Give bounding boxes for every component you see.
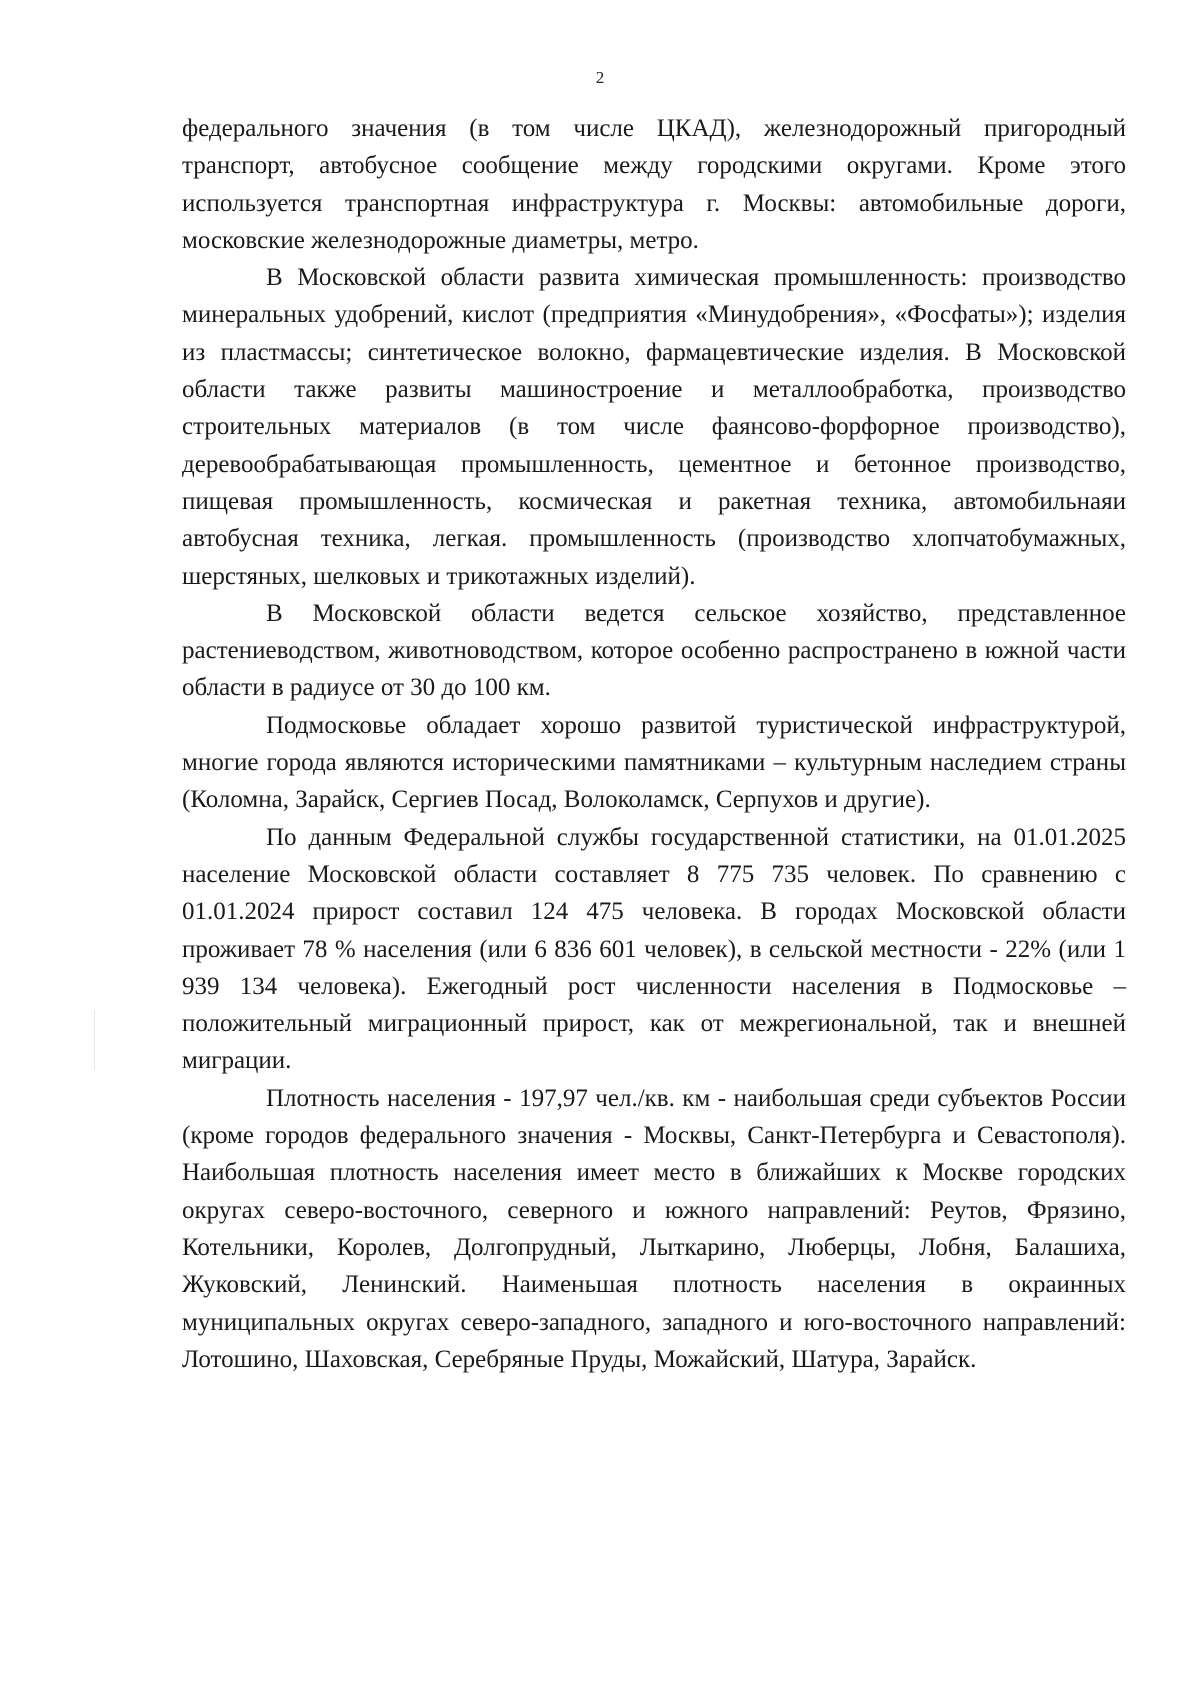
paragraph-agriculture: В Московской области ведется сельское хозяйство, представленное растениеводством, животноводством, которое особенно распространено в южной части области в радиусе от 30 до 100 км. [182, 599, 1126, 702]
paragraph-transport-continued: федерального значения (в том числе ЦКАД), железнодорожный пригородный транспорт, автобусное сообщение между городскими округами. Кроме этого используется транспортная инфраструктура г. Москвы: автомобильные дороги, московские железнодорожные диаметры, метро. [182, 115, 1126, 254]
page-number: 2 [595, 68, 605, 87]
paragraph-industry: В Московской области развита химическая промышленность: производство минеральных удобрений, кислот (предприятия «Минудобрения», «Фосфаты»); изделия из пластмассы; синтетическое волокно, фармацевтические изделия. В Московской области также развиты машиностроение и металлообработка, производство строительных материалов (в том числе фаянсово-форфорное производство), деревообрабатывающая промышленность, цементное и бетонное производство, пищевая промышленность, космическая и ракетная техника, автомобильнаяи автобусная техника, легкая. промышленность (производство хлопчатобумажных, шерстяных, шелковых и трикотажных изделий). [182, 264, 1126, 590]
document-body [182, 110, 1126, 1378]
paragraph-population: По данным Федеральной службы государственной статистики, на 01.01.2025 население Московской области составляет 8 775 735 человек. По сравнению с 01.01.2024 прирост составил 124 475 человека. В городах Московской области проживает 78 % населения (или 6 836 601 человек), в сельской местности - 22% (или 1 939 134 человека). Ежегодный рост численности населения в Подмосковье – положительный миграционный прирост, как от межрегиональной, так и внешней миграции. [182, 823, 1126, 1075]
scan-artifact-line [94, 1010, 95, 1070]
paragraph-tourism: Подмосковье обладает хорошо развитой туристической инфраструктурой, многие города являются историческими памятниками – культурным наследием страны (Коломна, Зарайск, Сергиев Посад, Волоколамск, Серпухов и другие). [182, 711, 1126, 814]
paragraph-density: Плотность населения - 197,97 чел./кв. км - наибольшая среди субъектов России (кроме городов федерального значения - Москвы, Санкт-Петербурга и Севастополя). Наибольшая плотность населения имеет место в ближайших к Москве городских округах северо-восточного, северного и южного направлений: Реутов, Фрязино, Котельники, Королев, Долгопрудный, Лыткарино, Люберцы, Лобня, Балашиха, Жуковский, Ленинский. Наименьшая плотность населения в окраинных муниципальных округах северо-западного, западного и юго-восточного направлений: Лотошино, Шаховская, Серебряные Пруды, Можайский, Шатура, Зарайск. [182, 1084, 1126, 1373]
